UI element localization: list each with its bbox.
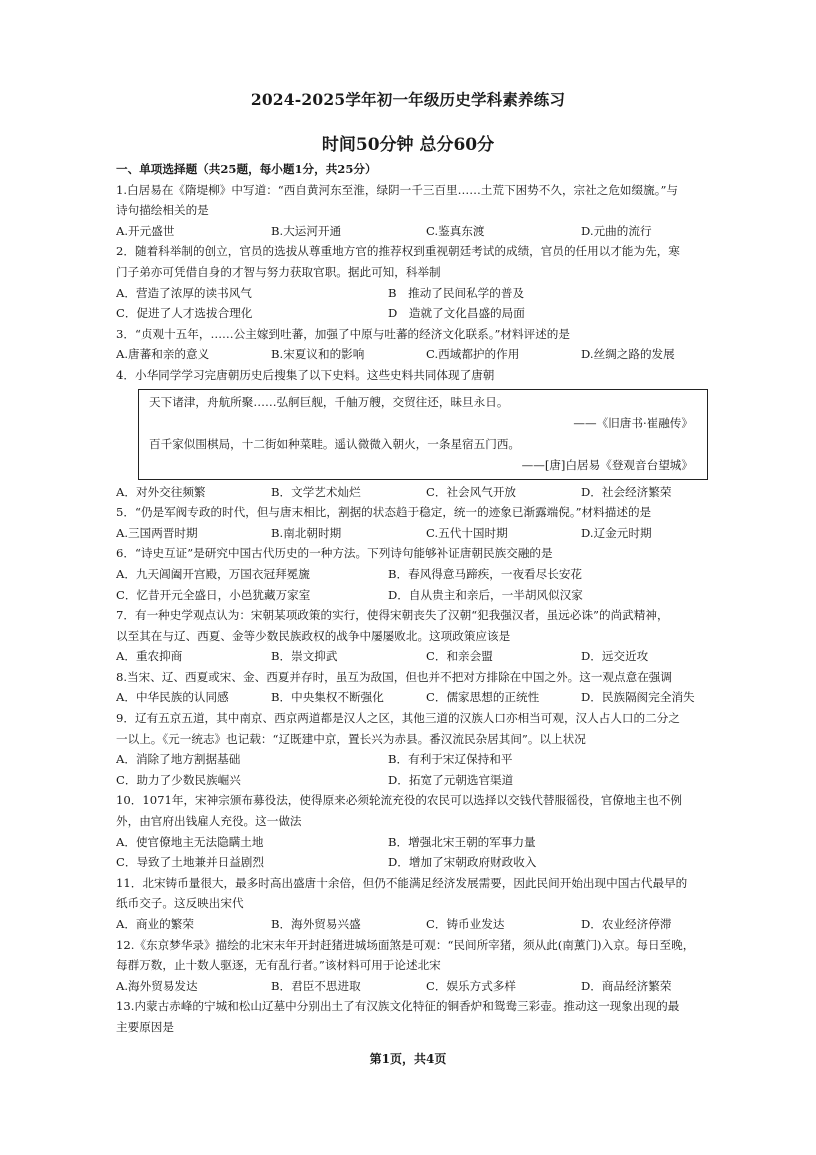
question-item [116,365,782,502]
option-b: B．海外贸易兴盛 [271,917,361,931]
options-row [116,344,782,365]
option-c: C.鉴真东渡 [426,223,485,238]
option-c: C．忆昔开元全盛日，小邑犹藏万家室 [116,587,311,602]
option-b: B．崇文抑武 [271,649,338,664]
question-text-line: 外，由官府出钱雇人充役。这一做法 [116,814,302,829]
option-b: B．有利于宋辽保持和平 [388,752,513,767]
option-a: A.开元盛世 [116,223,175,238]
option-d: D．商品经济繁荣 [581,978,672,993]
option-a: A．中华民族的认同感 [116,690,229,705]
option-c: C.西域都护的作用 [426,347,520,362]
options-row [116,564,782,585]
question-text-line: 3．“贞观十五年，……公主嫁到吐蕃，加强了中原与吐蕃的经济文化联系。”材料评述的是 [116,326,570,341]
option-d: D．社会经济繁荣 [581,484,672,499]
options-row [116,585,782,606]
source-citation: ——[唐]白居易《登观音台望城》 [521,457,693,472]
option-a: A．九天阊阖开宫殿，万国衣冠拜冕旒 [116,566,310,581]
options-row [116,221,782,242]
source-material-box [138,389,708,480]
question-text-line: 6．“诗史互证”是研究中国古代历史的一种方法。下列诗句能够补证唐朝民族交融的是 [116,546,553,561]
question-item [116,241,782,323]
option-d: D．自从贵主和亲后，一半胡风似汉家 [388,587,583,602]
option-a: A.三国两晋时期 [116,525,198,540]
question-text-line: 一以上。《元一统志》也记载：“辽既建中京，置长兴为赤县。番汉流民杂居其间”。以上状况 [116,731,586,746]
option-b: B．春风得意马蹄疾，一夜看尽长安花 [388,566,583,581]
question-text-line: 门子弟亦可凭借自身的才智与努力获取官职。据此可知，科举制 [116,264,441,279]
options-row [116,283,782,304]
option-d: D．拓宽了元朝选官渠道 [388,772,514,787]
exam-title: 2024-2025学年初一年级历史学科素养练习 [250,90,566,109]
option-c: C．铸币业发达 [426,917,505,931]
page-number: 第1页，共4页 [369,1052,447,1066]
question-text-line: 以至其在与辽、西夏、金等少数民族政权的战争中屡屡败北。这项政策应该是 [116,628,511,643]
option-a: A.海外贸易发达 [116,978,198,993]
question-item [116,502,782,543]
question-text-line: 11．北宋铸币量很大，最多时高出盛唐十余倍，但仍不能满足经济发展需要，因此民间开始出现中国古代最早的 [116,875,688,890]
exam-subtitle: 时间50分钟 总分60分 [321,135,495,155]
option-b: B．君臣不思进取 [271,978,361,993]
option-d: D．增加了宋朝政府财政收入 [388,855,537,870]
option-c: C．助力了少数民族崛兴 [116,772,241,787]
question-list [116,159,782,1038]
options-row [116,687,782,708]
question-item [116,543,782,605]
question-item [116,708,782,790]
section-heading: 一、单项选择题（共25题，每小题1分，共25分） [116,162,377,176]
question-text-line: 10．1071年，宋神宗颁布募役法，使得原来必须轮流充役的农民可以选择以交钱代替服徭役，官僚地主也不例 [116,793,682,808]
options-row [116,770,782,791]
option-a: A．对外交往频繁 [116,484,206,499]
option-d: D．民族隔阂完全消失 [581,690,695,705]
option-d: D．远交近攻 [581,649,649,664]
question-text-line: 5．“仍是军阀专政的时代，但与唐末相比，割据的状态趋于稳定，统一的迹象已渐露端倪。”材料描述的是 [116,505,652,520]
option-a: A．营造了浓厚的读书风气 [116,285,252,300]
question-text-line: 9．辽有五京五道，其中南京、西京两道都是汉人之区，其他三道的汉族人口亦相当可观，汉人占人口的二分之 [116,711,680,726]
options-row [116,852,782,873]
question-text-line: 每群万数，止十数人驱逐，无有乱行者。”该材料可用于论述北宋 [116,958,441,973]
question-text-line: 2．随着科举制的创立，官员的选拔从尊重地方官的推荐权到重视朝廷考试的成绩，官员的任用以才能为先，寒 [116,244,680,259]
option-c: C．促进了人才选拔合理化 [116,306,253,321]
question-item [116,873,782,935]
question-item [116,605,782,667]
source-citation: ——《旧唐书·崔融传》 [573,415,693,430]
option-a: A．使官僚地主无法隐瞒土地 [116,834,264,849]
option-b: B.南北朝时期 [271,525,342,540]
option-a: A.唐蕃和亲的意义 [116,347,210,362]
question-text-line: 12.《东京梦华录》描绘的北宋末年开封赶猪进城场面煞是可观：“民间所宰猪，须从此(南薰门)入京。每日至晚， [116,937,695,952]
option-a: A．重农抑商 [116,649,183,664]
option-b: B．增强北宋王朝的军事力量 [388,834,536,849]
option-c: C．社会风气开放 [426,484,517,499]
option-d: D 造就了文化昌盛的局面 [388,306,525,321]
question-text-line: 8.当宋、辽、西夏或宋、金、西夏并存时，虽互为敌国，但也并不把对方排除在中国之外。这一观点意在强调 [116,669,672,684]
question-item [116,790,782,872]
option-b: B.宋夏议和的影响 [271,347,365,362]
options-row [116,482,782,503]
options-row [116,914,782,935]
options-row [116,646,782,667]
option-c: C．和亲会盟 [426,649,493,664]
options-row [116,303,782,324]
question-item [116,180,782,242]
option-b: B．文学艺术灿烂 [271,484,361,499]
source-quote: 天下诸津，舟航所聚……弘舸巨舰，千舳万艘，交贸往还，昧旦永日。 [149,394,509,409]
question-text-line: 纸币交子。这反映出宋代 [116,896,244,911]
option-d: D．农业经济停滞 [581,917,672,931]
question-text-line: 主要原因是 [116,1019,174,1034]
options-row [116,832,782,853]
option-c: C.五代十国时期 [426,525,508,540]
option-d: D.辽金元时期 [581,525,652,540]
questions-container [116,180,782,1038]
source-quote: 百千家似围棋局，十二街如种菜畦。遥认微微入朝火，一条星宿五门西。 [149,436,521,451]
option-c: C．娱乐方式多样 [426,978,517,993]
option-a: A．消除了地方割据基础 [116,752,241,767]
question-item [116,996,782,1037]
option-d: D.丝绸之路的发展 [581,347,675,362]
option-a: A．商业的繁荣 [116,917,194,931]
option-c: C．儒家思想的正统性 [426,690,540,705]
option-b: B 推动了民间私学的普及 [388,285,525,300]
question-text-line: 1.白居易在《隋堤柳》中写道：“西自黄河东至淮，绿阴一千三百里……土荒下困势不久，宗社之危如缀旒。”与 [116,182,679,197]
option-d: D.元曲的流行 [581,223,652,238]
options-row [116,749,782,770]
option-b: B.大运河开通 [271,223,342,238]
question-text-line: 13.内蒙古赤峰的宁城和松山辽墓中分别出土了有汉族文化特征的铜香炉和鸳鸯三彩壶。推动这一现象出现的最 [116,999,680,1014]
question-item [116,667,782,708]
option-b: B．中央集权不断强化 [271,690,384,705]
option-c: C．导致了土地兼并日益剧烈 [116,855,264,870]
question-text-line: 诗句描绘相关的是 [116,203,209,218]
question-text-line: 7．有一种史学观点认为：宋朝某项政策的实行，使得宋朝丧失了汉朝“犯我强汉者，虽远必诛”的尚武精神， [116,608,669,623]
question-item [116,324,782,365]
question-item [116,935,782,997]
options-row [116,523,782,544]
options-row [116,976,782,997]
question-text-line: 4．小华同学学习完唐朝历史后搜集了以下史料。这些史料共同体现了唐朝 [116,367,495,382]
